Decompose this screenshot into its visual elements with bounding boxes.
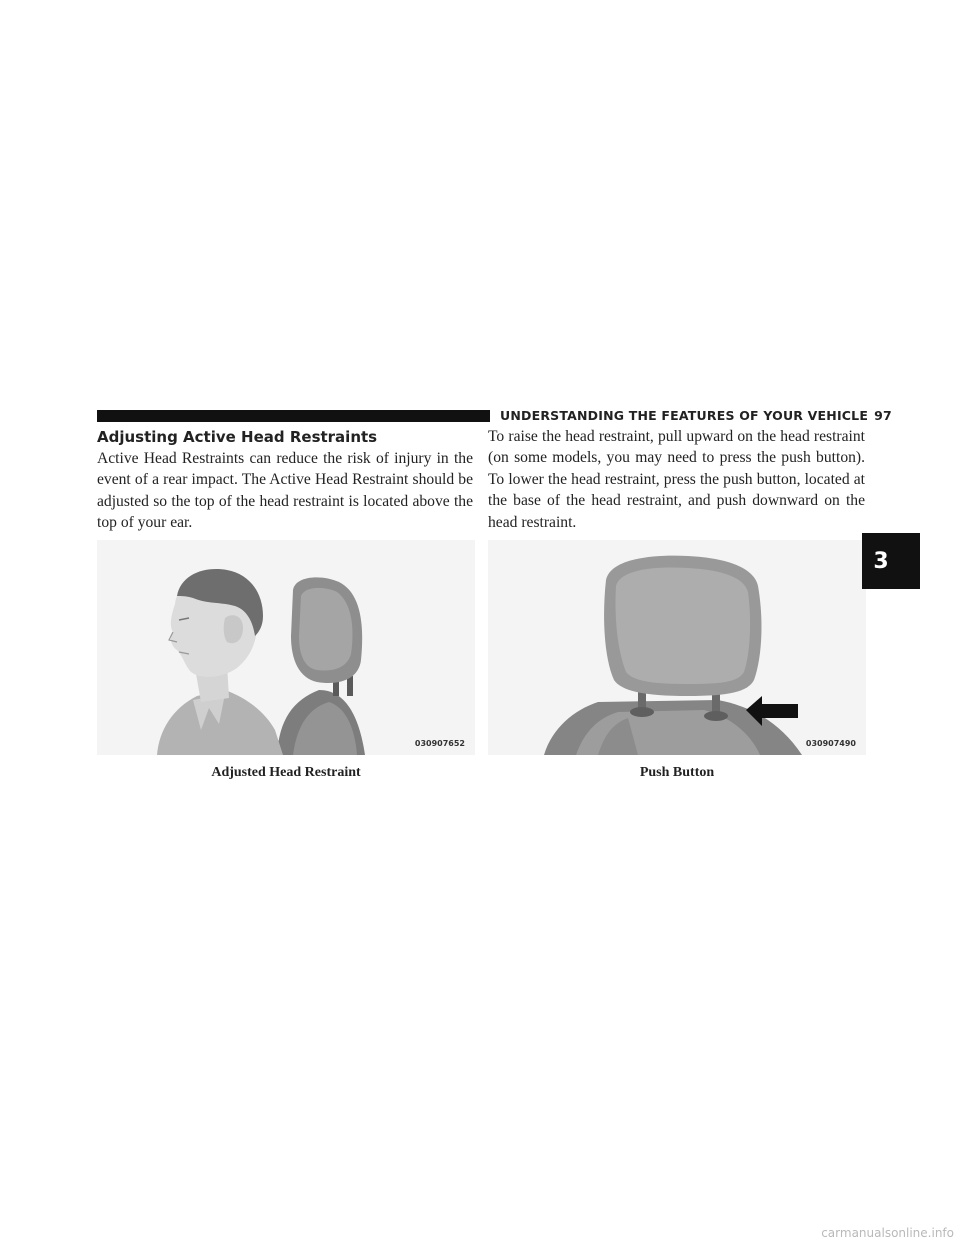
header-bar bbox=[97, 410, 490, 422]
header-title: UNDERSTANDING THE FEATURES OF YOUR VEHICLE bbox=[500, 408, 869, 423]
figure-adjusted-head-restraint bbox=[97, 540, 475, 755]
chapter-tab: 3 bbox=[862, 533, 920, 589]
figure-caption-left: Adjusted Head Restraint bbox=[211, 765, 361, 780]
figure-code: 030907490 bbox=[805, 739, 856, 748]
section-heading: Adjusting Active Head Restraints bbox=[97, 428, 378, 446]
watermark: carmanualsonline.info bbox=[821, 1226, 954, 1240]
paragraph-left: Active Head Restraints can reduce the risk of injury in the event of a rear impact. The Active Head Restraint should be adjusted so the top of the head restraint is located above the top of your ear. bbox=[97, 450, 473, 532]
page-number: 97 bbox=[874, 408, 892, 423]
figure-push-button bbox=[488, 540, 866, 755]
running-header bbox=[500, 408, 892, 423]
figure-caption-right: Push Button bbox=[639, 765, 715, 780]
head-restraint-push-button-illustration bbox=[488, 540, 866, 755]
paragraph-right: To raise the head restraint, pull upward on the head restraint (on some models, you may need to press the push button). To lower the head restraint, press the push button, located at the base of the head restraint, and push downward on the head restraint. bbox=[488, 428, 865, 531]
person-with-head-restraint-illustration bbox=[97, 540, 475, 755]
figure-code: 030907652 bbox=[414, 739, 465, 748]
